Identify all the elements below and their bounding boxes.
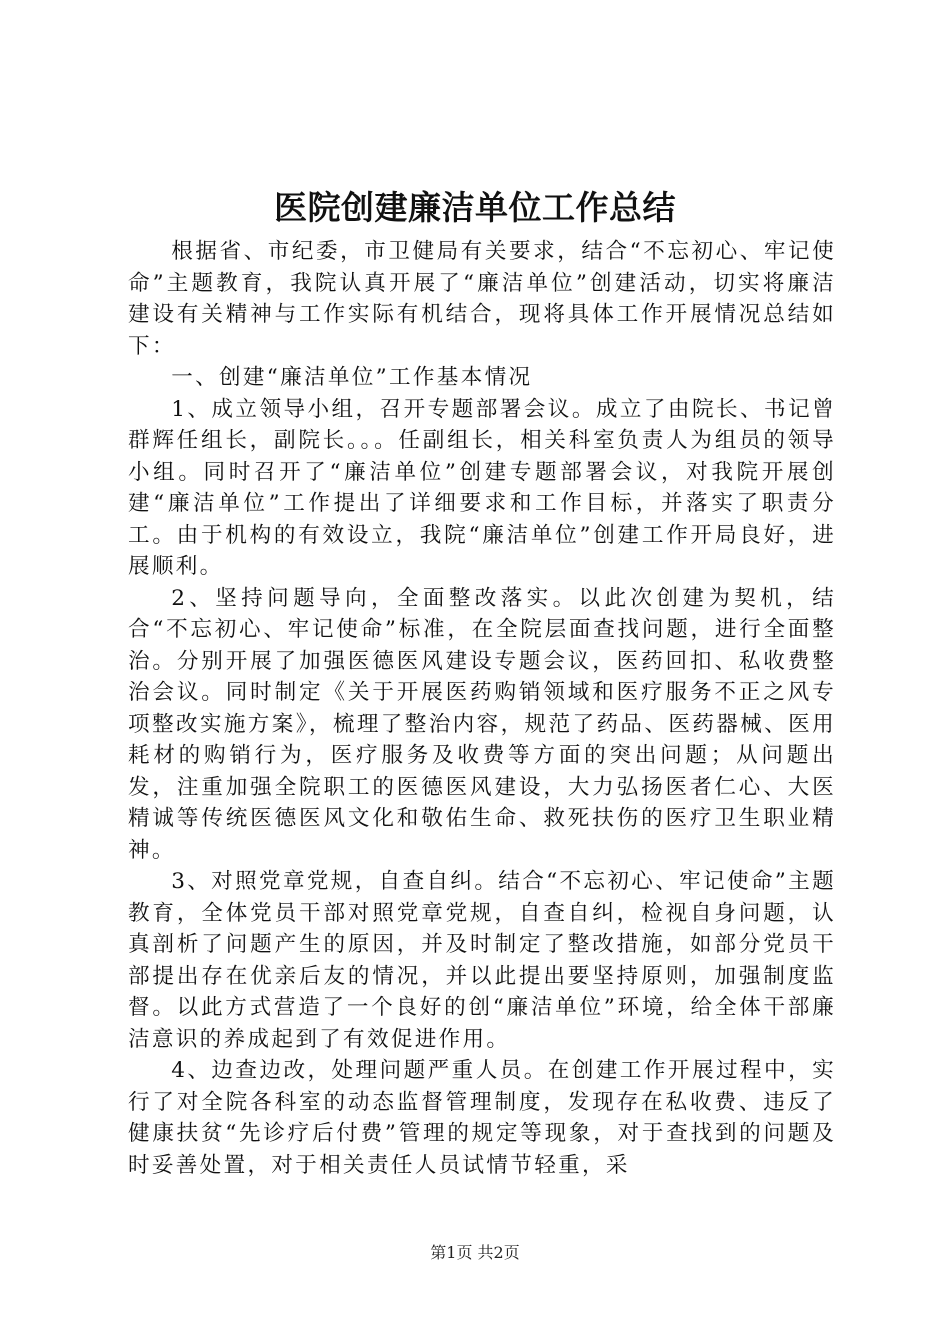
paragraph-item-1: 1、成立领导小组，召开专题部署会议。成立了由院长、书记曾群辉任组长，副院长。。。任副组长，相关科室负责人为组员的领导小组。同时召开了“廉洁单位”创建专题部署会议，对我院开展创建“廉洁单位”工作提出了详细要求和工作目标，并落实了职责分工。由于机构的有效设立，我院“廉洁单位”创建工作开局良好，进展顺利。: [128, 396, 836, 579]
paragraph-item-2: 2、坚持问题导向，全面整改落实。以此次创建为契机，结合“不忘初心、牢记使命”标准，在全院层面查找问题，进行全面整治。分别开展了加强医德医风建设专题会议，医药回扣、私收费整治会议。同时制定《关于开展医药购销领域和医疗服务不正之风专项整改实施方案》，梳理了整治内容，规范了药品、医药器械、医用耗材的购销行为，医疗服务及收费等方面的突出问题；从问题出发，注重加强全院职工的医德医风建设，大力弘扬医者仁心、大医精诚等传统医德医风文化和敬佑生命、救死扶伤的医疗卫生职业精神。: [128, 585, 836, 863]
paragraph-item-4: 4、边查边改，处理问题严重人员。在创建工作开展过程中，实行了对全院各科室的动态监督管理制度，发现存在私收费、违反了健康扶贫“先诊疗后付费”管理的规定等现象，对于查找到的问题及时妥善处置，对于相关责任人员试情节轻重，采: [128, 1058, 836, 1178]
paragraph-intro: 根据省、市纪委，市卫健局有关要求，结合“不忘初心、牢记使命”主题教育，我院认真开展了“廉洁单位”创建活动，切实将廉洁建设有关精神与工作实际有机结合，现将具体工作开展情况总结如下：: [128, 239, 836, 359]
page-number-footer: 第1页 共2页: [430, 1243, 520, 1262]
section-heading-1: 一、创建“廉洁单位”工作基本情况: [171, 365, 533, 390]
document-title: 医院创建廉洁单位工作总结: [274, 188, 676, 227]
document-body: [128, 236, 836, 1181]
paragraph-item-3: 3、对照党章党规，自查自纠。结合“不忘初心、牢记使命”主题教育，全体党员干部对照党章党规，自查自纠，检视自身问题，认真剖析了问题产生的原因，并及时制定了整改措施，如部分党员干部提出存在优亲后友的情况，并以此提出要坚持原则，加强制度监督。以此方式营造了一个良好的创“廉洁单位”环境，给全体干部廉洁意识的养成起到了有效促进作用。: [128, 869, 836, 1052]
